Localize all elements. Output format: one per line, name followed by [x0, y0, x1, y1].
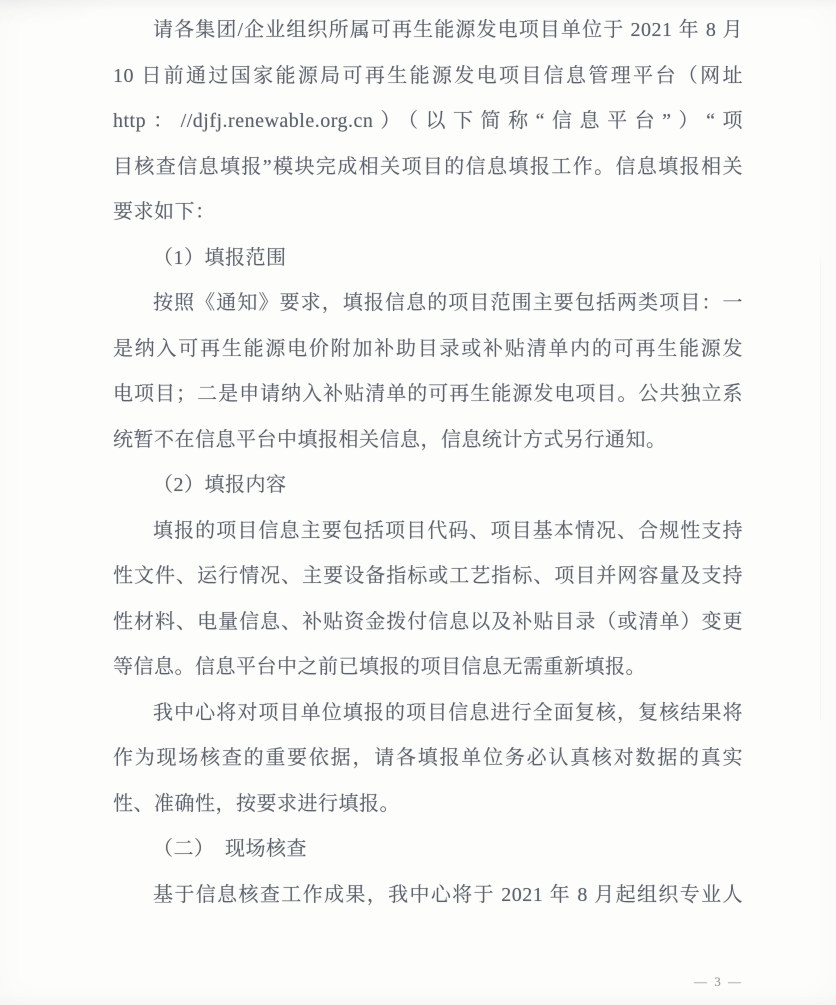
text-line: 目核查信息填报”模块完成相关项目的信息填报工作。信息填报相关: [113, 155, 743, 178]
text-line: （二） 现场核查: [153, 838, 307, 860]
text-line: 要求如下：: [113, 201, 216, 223]
text-line: 等信息。信息平台中之前已填报的项目信息无需重新填报。: [113, 656, 646, 678]
text-line: 作为现场核查的重要依据，请各填报单位务必认真核对数据的真实: [113, 747, 743, 769]
text-line: （2）填报内容: [153, 474, 287, 496]
text-line: 是纳入可再生能源电价附加补助目录或补贴清单内的可再生能源发: [113, 337, 743, 360]
text-line: 基于信息核查工作成果，我中心将于 2021 年 8 月起组织专业人: [153, 883, 743, 906]
text-line: 10 日前通过国家能源局可再生能源发电项目信息管理平台（网址: [113, 64, 743, 87]
text-line: 统暂不在信息平台中填报相关信息，信息统计方式另行通知。: [113, 428, 667, 451]
scan-edge-artifact-right: [820, 260, 821, 720]
text-line: 性文件、运行情况、主要设备指标或工艺指标、项目并网容量及支持: [113, 565, 743, 587]
text-line: 性、准确性，按要求进行填报。: [113, 792, 400, 815]
text-line: （1）填报范围: [153, 246, 287, 269]
text-line: 性材料、电量信息、补贴资金拨付信息以及补贴目录（或清单）变更: [113, 610, 743, 633]
text-line: 请各集团/企业组织所属可再生能源发电项目单位于 2021 年 8 月: [153, 19, 743, 41]
page-number: — 3 —: [694, 974, 743, 989]
text-line: 按照《通知》要求，填报信息的项目范围主要包括两类项目：一: [153, 292, 743, 314]
scan-edge-artifact-top: [0, 0, 120, 26]
document-body: [113, 8, 743, 918]
text-line: 电项目；二是申请纳入补贴清单的可再生能源发电项目。公共独立系: [113, 383, 743, 405]
text-line: 我中心将对项目单位填报的项目信息进行全面复核，复核结果将: [153, 701, 743, 724]
text-line: http：//djfj.renewable.org.cn）（以下简称“信息平台”）“项: [113, 110, 743, 132]
text-line: 填报的项目信息主要包括项目代码、项目基本情况、合规性支持: [153, 519, 743, 542]
